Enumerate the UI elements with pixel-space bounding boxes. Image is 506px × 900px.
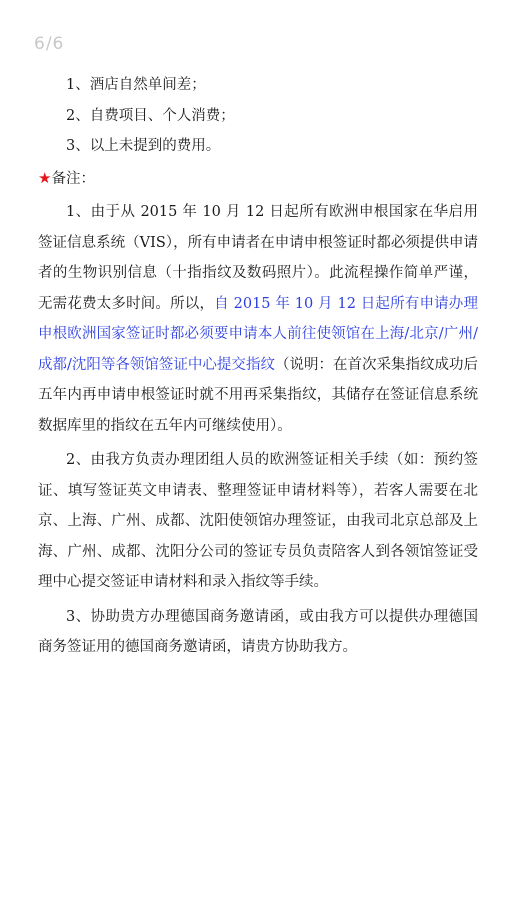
excluded-item-3: 3、以上未提到的费用。 (66, 138, 221, 154)
excluded-item-1: 1、酒店自然单间差； (66, 77, 206, 93)
excluded-item-2: 2、自费项目、个人消费； (66, 107, 235, 124)
star-icon: ★ (38, 168, 52, 187)
page-indicator: 6/6 (34, 34, 65, 54)
note-1-explanation: （说明：在首次采集指纹成功后五年内再申请申根签证时就不用再采集指纹，其储存在签证信息系统数据库里的指纹在五年内可继续使用）。 (38, 356, 478, 434)
note-1-text: 1、由于从 2015 年 10 月 12 日起所有欧洲申根国家在华启用签证信息系统（VIS），所有申请者在申请申根签证时都必须提供申请者的生物识别信息（十指指纹及数码照片）。此流程操作简单严谨，无需花费太多时间。所以， (38, 204, 478, 312)
note-paragraph-2: 2、由我方负责办理团组人员的欧洲签证相关手续（如：预约签证、填写签证英文申请表、整理签证申请材料等），若客人需要在北京、上海、广州、成都、沈阳使领馆办理签证，由我司北京总部及上海、广州、成都、沈阳分公司的签证专员负责陪客人到各领馆签证受理中心提交签证申请材料和录入指纹等手续。 (38, 452, 478, 590)
notes-heading-label: 备注： (51, 170, 95, 187)
note-1-highlight: 自 2015 年 10 月 12 日起所有申请办理申根欧洲国家签证时都必须要申请本人前往使领馆在上海/北京/广州/成都/沈阳等各领馆签证中心提交指纹 (38, 295, 478, 373)
notes-heading (38, 163, 478, 195)
note-paragraph-1 (38, 197, 478, 441)
document-body (38, 70, 478, 663)
note-paragraph-3: 3、协助贵方办理德国商务邀请函，或由我方可以提供办理德国商务签证用的德国商务邀请函，请贵方协助我方。 (38, 608, 478, 655)
